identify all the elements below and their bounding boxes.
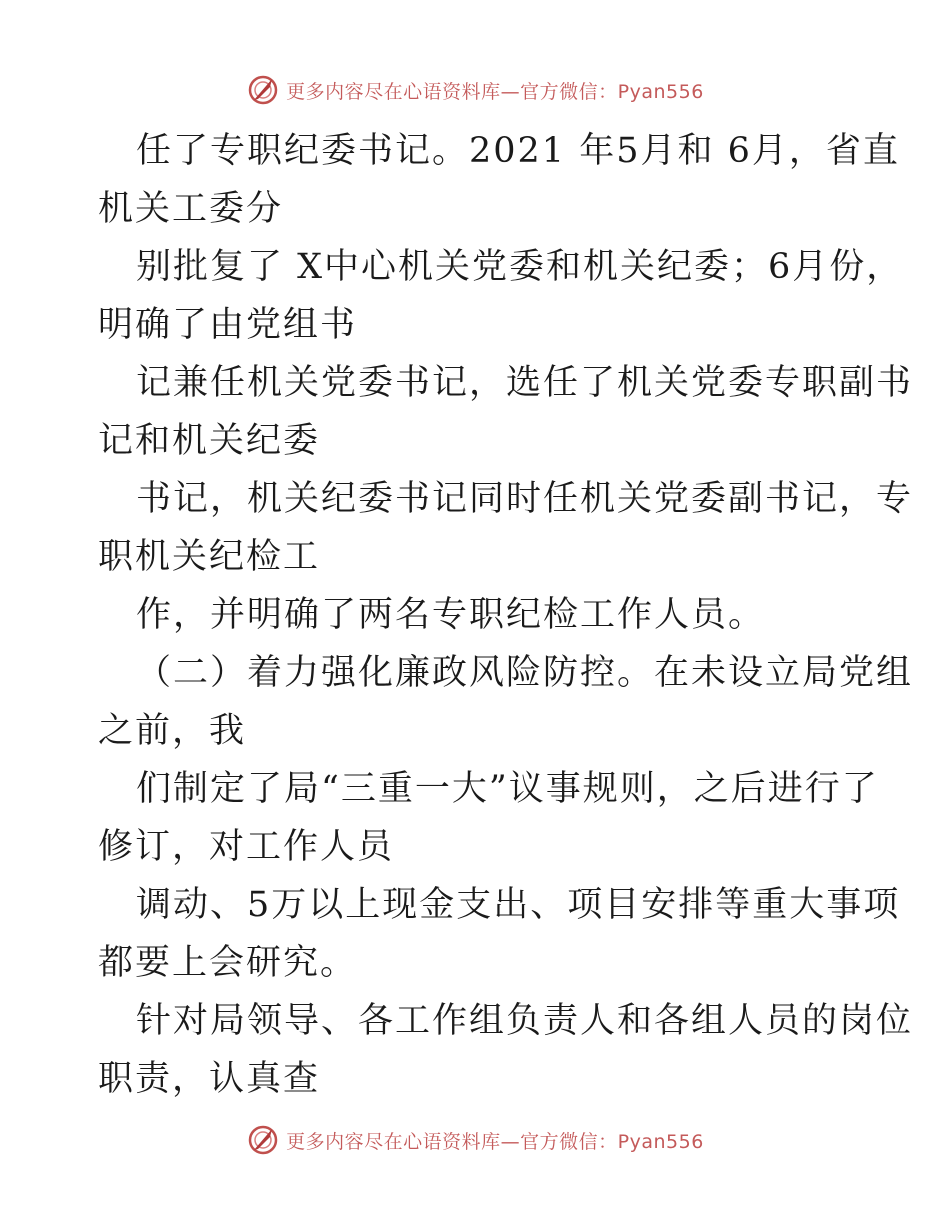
- paragraph-line: 都要上会研究。: [98, 943, 358, 983]
- paragraph: [98, 992, 914, 1108]
- paragraph-line: 之前，我: [98, 711, 247, 751]
- paragraph-line: 调动、5万以上现金支出、项目安排等重大事项: [136, 885, 901, 925]
- quill-pen-circle-icon: [246, 1123, 280, 1157]
- paragraph-line: 任了专职纪委书记。2021 年5月和 6月，省直: [136, 131, 900, 171]
- paragraph-line: 们制定了局“三重一大”议事规则，之后进行了: [136, 769, 879, 809]
- paragraph-line: 针对局领导、各工作组负责人和各组人员的岗位: [136, 1001, 914, 1041]
- watermark-header: [0, 70, 950, 110]
- paragraph-line: 书记，机关纪委书记同时任机关党委副书记，专: [136, 479, 914, 519]
- watermark-text: 更多内容尽在心语资料库—官方微信：Pyan556: [286, 80, 704, 103]
- paragraph-line: 机关工委分: [98, 189, 284, 229]
- paragraph: [98, 644, 914, 760]
- watermark-footer: [0, 1120, 950, 1160]
- paragraph: [98, 122, 900, 238]
- paragraph-line: 职责，认真查: [98, 1059, 321, 1099]
- paragraph: [98, 238, 904, 354]
- document-body: [98, 122, 914, 1108]
- paragraph: [98, 876, 901, 992]
- paragraph: [98, 586, 858, 644]
- paragraph: [98, 760, 879, 876]
- paragraph-line: 作，并明确了两名专职纪检工作人员。: [136, 595, 766, 635]
- paragraph-line: 别批复了 X中心机关党委和机关纪委；6月份，: [136, 247, 904, 287]
- paragraph-line: 修订，对工作人员: [98, 827, 395, 867]
- watermark-text: 更多内容尽在心语资料库—官方微信：Pyan556: [286, 1130, 704, 1153]
- paragraph-line: 记兼任机关党委书记，选任了机关党委专职副书: [136, 363, 914, 403]
- paragraph: [98, 354, 914, 470]
- paragraph-line: （二）着力强化廉政风险防控。在未设立局党组: [136, 653, 914, 693]
- paragraph-line: 记和机关纪委: [98, 421, 321, 461]
- paragraph: [98, 470, 914, 586]
- quill-pen-circle-icon: [246, 73, 280, 107]
- paragraph-line: 明确了由党组书: [98, 305, 358, 345]
- paragraph-line: 职机关纪检工: [98, 537, 321, 577]
